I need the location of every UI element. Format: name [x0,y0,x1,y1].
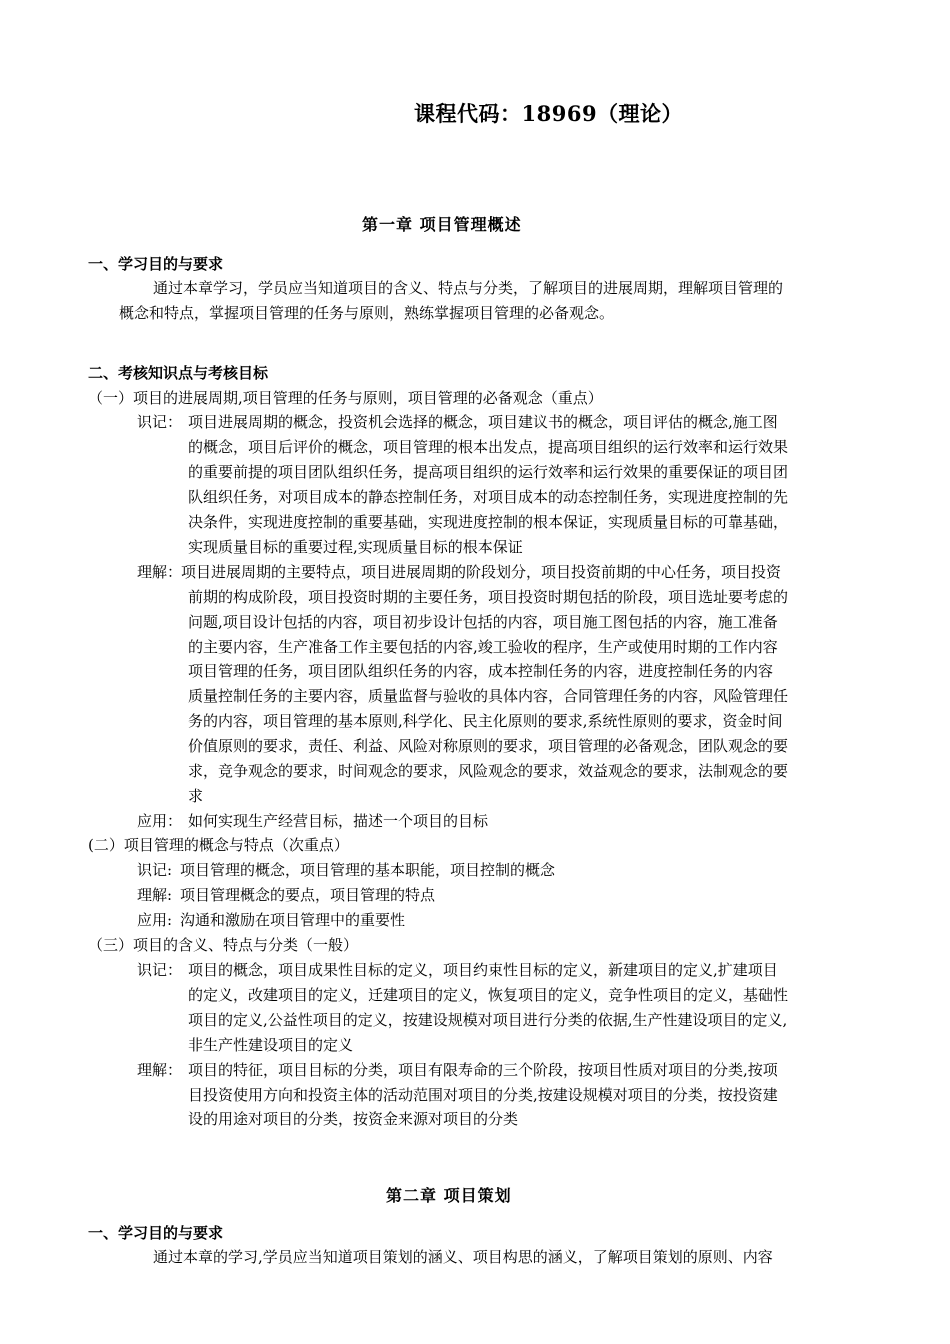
group1-understand-line: 求，竞争观念的要求，时间观念的要求，风险观念的要求，效益观念的要求，法制观念的要 [188,762,789,780]
ch1-section1-body-line: 通过本章学习，学员应当知道项目的含义、特点与分类，了解项目的进展周期，理解项目管理的 [153,279,784,297]
group3-recall-line: 项目的定义,公益性项目的定义，按建设规模对项目进行分类的依据,生产性建设项目的定义, [188,1011,788,1029]
ch1-section2-heading: 二、考核知识点与考核目标 [88,364,269,382]
group1-heading: （一）项目的进展周期,项目管理的任务与原则，项目管理的必备观念（重点） [88,389,603,407]
group1-apply-text: 如何实现生产经营目标，描述一个项目的目标 [188,812,489,830]
group1-understand-line: 项目管理的任务，项目团队组织任务的内容，成本控制任务的内容，进度控制任务的内容 [188,662,774,680]
ch2-section1-body-line: 通过本章的学习,学员应当知道项目策划的涵义、项目构思的涵义，了解项目策划的原则、内容 [153,1248,773,1266]
group1-understand-line: 价值原则的要求，责任、利益、风险对称原则的要求，项目管理的必备观念，团队观念的要 [188,737,789,755]
group1-recall-line: 实现质量目标的重要过程,实现质量目标的根本保证 [188,538,523,556]
group3-understand-line: 项目的特征，项目目标的分类，项目有限寿命的三个阶段，按项目性质对项目的分类,按项 [188,1061,778,1079]
group1-understand-line: 问题,项目设计包括的内容，项目初步设计包括的内容，项目施工图包括的内容，施工准备 [188,613,778,631]
group1-understand-line: 务的内容，项目管理的基本原则,科学化、民主化原则的要求,系统性原则的要求，资金时间 [188,712,783,730]
group2-apply-text: 沟通和激励在项目管理中的重要性 [180,911,406,929]
course-code: 课程代码：18969（理论） [414,101,684,126]
group1-recall-label: 识记： [137,413,183,431]
group1-understand-line: 前期的构成阶段，项目投资时期的主要任务，项目投资时期包括的阶段，项目选址要考虑的 [188,588,789,606]
group1-understand-line: 求 [188,787,204,805]
group1-understand-line: 项目进展周期的主要特点，项目进展周期的阶段划分，项目投资前期的中心任务，项目投资 [181,563,782,581]
group3-understand-line: 目投资使用方向和投资主体的活动范围对项目的分类,按建设规模对项目的分类，按投资建 [188,1086,778,1104]
ch1-section1-body-line: 概念和特点，掌握项目管理的任务与原则，熟练掌握项目管理的必备观念。 [119,304,615,322]
group3-understand-label: 理解： [137,1061,183,1079]
group2-recall-label: 识记: [137,861,173,879]
group1-apply-label: 应用： [137,812,183,830]
ch2-section1-heading: 一、学习目的与要求 [88,1224,224,1242]
group3-recall-line: 的定义，改建项目的定义，迁建项目的定义，恢复项目的定义，竞争性项目的定义，基础性 [188,986,789,1004]
group3-recall-line: 项目的概念，项目成果性目标的定义，项目约束性目标的定义，新建项目的定义,扩建项目 [188,961,778,979]
chapter-2-title: 第二章 项目策划 [386,1186,512,1205]
group1-recall-line: 项目进展周期的概念，投资机会选择的概念，项目建议书的概念，项目评估的概念,施工图 [188,413,778,431]
group1-recall-line: 决条件，实现进度控制的重要基础，实现进度控制的根本保证，实现质量目标的可靠基础， [188,513,789,531]
group3-heading: （三）项目的含义、特点与分类（一般） [88,936,359,954]
group1-recall-line: 队组织任务，对项目成本的静态控制任务，对项目成本的动态控制任务，实现进度控制的先 [188,488,789,506]
group1-recall-line: 的重要前提的项目团队组织任务，提高项目组织的运行效率和运行效果的重要保证的项目团 [188,463,789,481]
ch1-section1-heading: 一、学习目的与要求 [88,255,224,273]
group3-recall-label: 识记： [137,961,183,979]
group3-understand-line: 设的用途对项目的分类，按资金来源对项目的分类 [188,1110,519,1128]
group2-heading: (二）项目管理的概念与特点（次重点） [88,836,349,854]
group2-understand-label: 理解: [137,886,173,904]
chapter-1-title: 第一章 项目管理概述 [362,215,522,234]
group1-understand-label: 理解： [137,563,183,581]
group2-recall-text: 项目管理的概念，项目管理的基本职能，项目控制的概念 [180,861,556,879]
group3-recall-line: 非生产性建设项目的定义 [188,1036,354,1054]
group2-apply-label: 应用: [137,911,173,929]
group2-understand-text: 项目管理概念的要点，项目管理的特点 [180,886,436,904]
group1-understand-line: 质量控制任务的主要内容，质量监督与验收的具体内容，合同管理任务的内容，风险管理任 [188,687,789,705]
group1-recall-line: 的概念，项目后评价的概念，项目管理的根本出发点，提高项目组织的运行效率和运行效果 [188,438,789,456]
group1-understand-line: 的主要内容，生产准备工作主要包括的内容,竣工验收的程序，生产或使用时期的工作内容 [188,638,778,656]
